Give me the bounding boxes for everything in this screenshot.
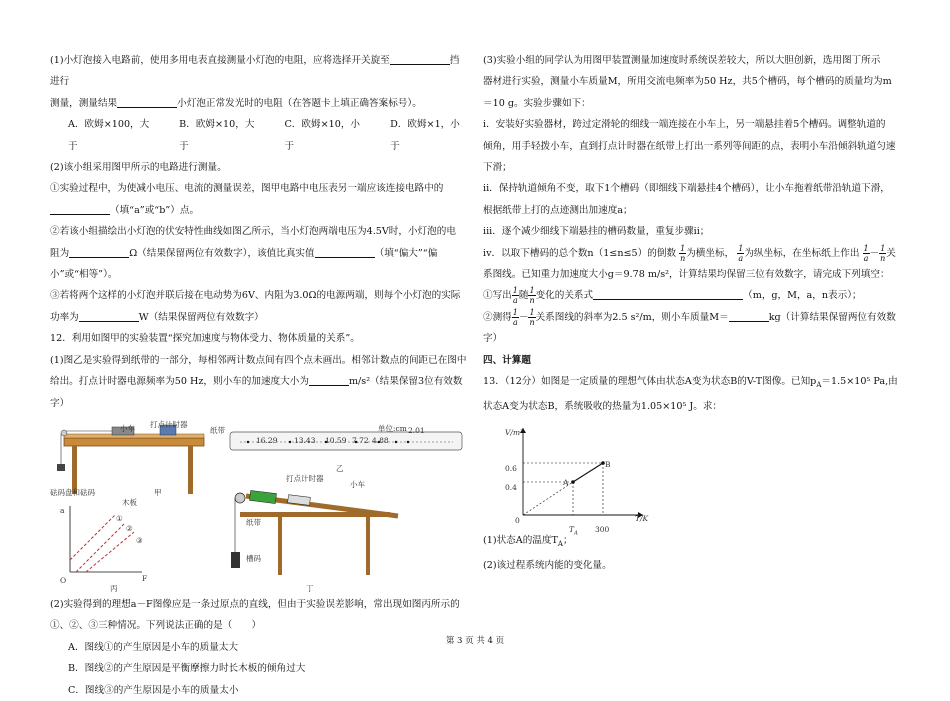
origin-label: O	[60, 575, 67, 585]
option-a: A．欧姆×100，大于	[68, 119, 150, 152]
step-ii-cont: 根据纸带上打的点迹测出加速度a；	[483, 204, 633, 216]
q12-part1-cont: 给出。打点计时器电源频率为50 Hz，则小车的加速度大小为 m/s²（结果保留3位有效数字）	[50, 376, 463, 409]
fraction-1-over-a: $\frac{1}{a}$	[863, 243, 869, 263]
q11-part2: (2)该小组采用图甲所示的电路进行测量。	[50, 162, 227, 174]
x-tick-label: $T_A$	[569, 524, 578, 537]
step-iii: iii．逐个减少细线下端悬挂的槽码数量，重复步骤ii；	[483, 226, 710, 238]
axis-a-label: a	[60, 505, 65, 515]
point-a-label: A	[563, 477, 569, 487]
q13-part2: (2)该过程系统内能的变化量。	[483, 560, 612, 572]
step-i: i．安装好实验器材，跨过定滑轮的细线一端连接在小车上，另一端悬挂着5个槽码。调整轨道的	[483, 119, 886, 131]
label-ding: 丁	[306, 583, 314, 593]
line-label: ③	[136, 535, 143, 545]
label-hook: 槽码	[246, 553, 261, 563]
q12-part3-cont2: ＝10 g。实验步骤如下：	[483, 97, 591, 109]
q11-part2-1: ①实验过程中，为使减小电压、电流的测量误差，图甲电路中电压表另一端应该连接电路中的	[50, 183, 444, 195]
answer-blank[interactable]	[729, 310, 769, 322]
label-timer: 打点计时器	[150, 419, 188, 429]
q13-part1: (1)状态A的温度$T_A$；	[483, 534, 573, 548]
figure-bing-graph	[56, 502, 146, 582]
option-b: B．欧姆×10，大于	[179, 119, 255, 152]
right-column	[483, 50, 901, 577]
label-bing: 丙	[110, 583, 118, 593]
q11-part2-3: ③若将两个这样的小灯泡并联后接在电动势为6V、内阻为3.0Ω的电源两端，则每个小灯泡的实际	[50, 290, 461, 302]
x-tick-label: 300	[595, 524, 610, 534]
q11-part1: (1)小灯泡接入电路前，使用多用电表直接测量小灯泡的电阻，应将选择开关旋至 挡进行	[50, 55, 460, 88]
point-b-label: B	[605, 459, 611, 469]
q12-title: 12．利用如图甲的实验装置“探究加速度与物体受力、物体质量的关系”。	[50, 333, 360, 345]
answer-blank[interactable]	[390, 53, 450, 65]
left-column	[50, 50, 468, 701]
answer-blank[interactable]	[593, 288, 743, 300]
axis-f-label: F	[142, 573, 148, 583]
q11-part2-2: ②若该小组描绘出小灯泡的伏安特性曲线如图乙所示，当小灯泡两端电压为4.5V时，小灯泡的电	[50, 226, 456, 238]
fraction-1-over-n: $\frac{1}{n}$	[680, 243, 686, 263]
step-i-cont2: 下滑；	[483, 162, 512, 174]
label-tape: 纸带	[210, 425, 225, 435]
y-tick-label: 0.4	[505, 482, 517, 492]
label-car-2: 小车	[350, 479, 365, 489]
option-b: B．图线②的产生原因是平衡摩擦力时长木板的倾角过大	[68, 663, 306, 675]
q12-part3: (3)实验小组的同学认为用图甲装置测量加速度时系统误差较大，所以大胆创新，选用图丁所示	[483, 55, 881, 66]
tape-value: 4.88	[372, 435, 389, 445]
point-a	[571, 480, 575, 484]
tape-value: 7.72	[352, 435, 369, 445]
tape-value: 2.01	[408, 425, 425, 435]
answer-blank[interactable]	[69, 246, 129, 258]
q11-part1-cont: 测量，测量结果 小灯泡正常发光时的电阻（在答题卡上填正确答案标号）。	[50, 97, 422, 109]
fill-2: ②测得 $\frac{1}{a}$ － $\frac{1}{n}$ 关系图线的斜率为2.5 s²/m，则小车质量M＝ kg（计算结果保留两位有效数字）	[483, 307, 896, 345]
step-iv-cont: 系图线。已知重力加速度大小g＝9.78 m/s²，计算结果均保留三位有效数字，请完成下列填空：	[483, 269, 890, 281]
label-yi: 乙	[336, 463, 344, 473]
series-line	[573, 463, 603, 482]
step-iv: iv．以取下槽码的总个数n（1≤n≤5）的倒数 $\frac{1}{n}$ 为横坐标， $\frac{1}{a}$ 为纵坐标，在坐标纸上作出 $\frac{1}{a}$ － $\frac{1}{n}$ 关	[483, 243, 896, 263]
answer-blank[interactable]	[309, 374, 349, 386]
q13-stem-cont: 状态A变为状态B，系统吸收的热量为1.05×10⁵ J。求：	[483, 401, 723, 413]
fraction-1-over-a: $\frac{1}{a}$	[738, 243, 744, 263]
section-heading: 四、计算题	[483, 354, 531, 366]
y-axis-label: V/m³	[505, 427, 524, 437]
fill-1: ①写出 $\frac{1}{a}$ 随 $\frac{1}{n}$ 变化的关系式 （m，g，M，a，n表示）；	[483, 286, 862, 306]
line-label: ②	[126, 523, 133, 533]
q12-part2-cont: ①、②、③三种情况。下列说法正确的是（ ）	[50, 620, 262, 632]
label-timer-2: 打点计时器	[286, 473, 324, 483]
q12-part2: (2)实验得到的理想a－F图像应是一条过原点的直线，但由于实验误差影响，常出现如图丙所示的	[50, 598, 460, 610]
y-tick-label: 0.6	[505, 463, 517, 473]
option-c: C．图线③的产生原因是小车的质量太小	[68, 684, 239, 696]
answer-blank[interactable]	[117, 96, 177, 108]
origin-label: 0	[515, 515, 520, 525]
label-jia: 甲	[154, 487, 162, 497]
tape-value: 13.43	[294, 435, 316, 445]
step-i-cont: 倾角，用手轻拨小车，直到打点计时器在纸带上打出一系列等间距的点，表明小车沿倾斜轨道匀速	[483, 140, 896, 152]
answer-blank[interactable]	[315, 246, 375, 258]
label-tape-2: 纸带	[246, 517, 261, 527]
label-board: 木板	[122, 497, 137, 507]
fraction-1-over-n: $\frac{1}{n}$	[880, 243, 886, 263]
q11-part2-1-cont: （填“a”或“b”）点。	[50, 200, 468, 221]
q11-part2-2-cont: 阻为 Ω（结果保留两位有效数字），该值比真实值 （填“偏大”“偏小”或“相等”）。	[50, 247, 438, 281]
x-axis-label: T/K	[635, 513, 649, 523]
answer-blank[interactable]	[79, 310, 139, 322]
label-unit: 单位:cm	[378, 423, 407, 433]
label-car: 小车	[120, 423, 135, 433]
line-label: ①	[116, 513, 123, 523]
answer-blank[interactable]	[50, 203, 110, 215]
tape-value: 16.29	[256, 435, 278, 445]
tape-value: 10.59	[325, 435, 347, 445]
label-weights: 砝码盘和砝码	[50, 487, 95, 497]
vt-graph	[483, 420, 901, 537]
page-footer: 第 3 页 共 4 页	[445, 636, 505, 646]
option-d: D．欧姆×1，小于	[390, 119, 460, 152]
q12-part1: (1)图乙是实验得到纸带的一部分，每相邻两计数点间有四个点未画出。相邻计数点的间距已在图中	[50, 354, 467, 366]
option-c: C．欧姆×10，小于	[284, 119, 361, 152]
option-a: A．图线①的产生原因是小车的质量太大	[68, 641, 239, 653]
q11-options	[50, 114, 468, 157]
q11-part2-3-cont: 功率为 W（结果保留两位有效数字）	[50, 311, 264, 323]
q13-stem: 13．（12分）如图是一定质量的理想气体由状态A变为状态B的V-T图像。已知$p_A=1.5\times 10^5$ Pa,由	[483, 376, 898, 389]
step-ii: ii．保持轨道倾角不变，取下1个槽码（即细线下端悬挂4个槽码），让小车拖着纸带沿轨道下滑，	[483, 183, 890, 195]
q12-figures	[50, 419, 468, 593]
q12-part3-cont: 器材进行实验，测量小车质量M，所用交流电频率为50 Hz，共5个槽码，每个槽码的质量均为m	[483, 76, 892, 88]
